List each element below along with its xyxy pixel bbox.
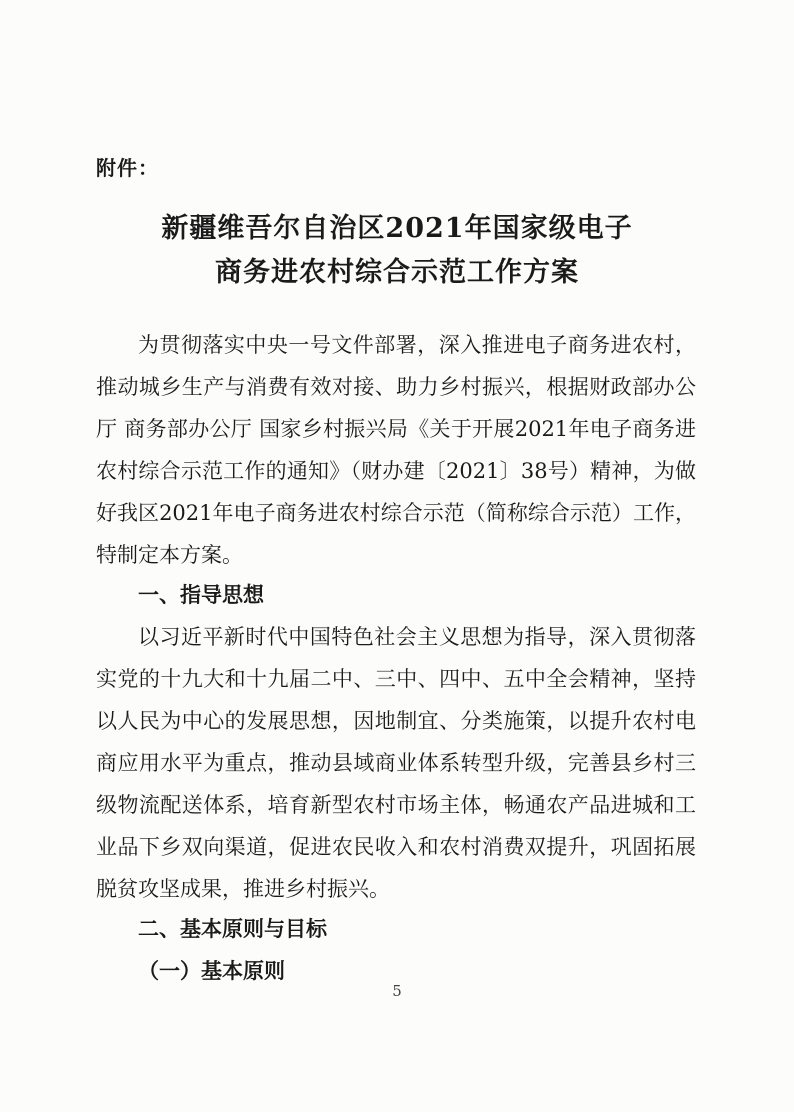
attachment-label: 附件： [96, 156, 159, 180]
section1-line: 以人民为中心的发展思想，因地制宜、分类施策，以提升农村电 [96, 709, 696, 733]
section1-line: 脱贫攻坚成果，推进乡村振兴。 [96, 877, 390, 901]
section-heading-guiding-ideology: 一、指导思想 [138, 583, 264, 607]
section1-line: 级物流配送体系，培育新型农村市场主体，畅通农产品进城和工 [96, 793, 696, 817]
intro-line: 厅 商务部办公厅 国家乡村振兴局《关于开展2021年电子商务进 [96, 417, 696, 441]
section-heading-principles-goals: 二、基本原则与目标 [138, 917, 327, 941]
document-title-line-1: 新疆维吾尔自治区2021年国家级电子 [161, 213, 633, 244]
section1-line: 实党的十九大和十九届二中、三中、四中、五中全会精神，坚持 [96, 667, 696, 691]
intro-line: 为贯彻落实中央一号文件部署，深入推进电子商务进农村， [138, 333, 696, 357]
document-title-line-2: 商务进农村综合示范工作方案 [215, 257, 579, 288]
section1-line: 以习近平新时代中国特色社会主义思想为指导，深入贯彻落 [138, 625, 696, 649]
intro-line: 推动城乡生产与消费有效对接、助力乡村振兴，根据财政部办公 [96, 375, 696, 399]
section1-line: 业品下乡双向渠道，促进农民收入和农村消费双提升，巩固拓展 [96, 835, 696, 859]
intro-line: 好我区2021年电子商务进农村综合示范（简称综合示范）工作， [96, 501, 696, 525]
section1-line: 商应用水平为重点，推动县域商业体系转型升级，完善县乡村三 [96, 751, 696, 775]
subheading-basic-principles: （一）基本原则 [138, 958, 285, 983]
intro-line: 特制定本方案。 [96, 543, 243, 567]
page-number: 5 [392, 982, 402, 1000]
intro-line: 农村综合示范工作的通知》（财办建〔2021〕38号）精神，为做 [96, 459, 696, 483]
